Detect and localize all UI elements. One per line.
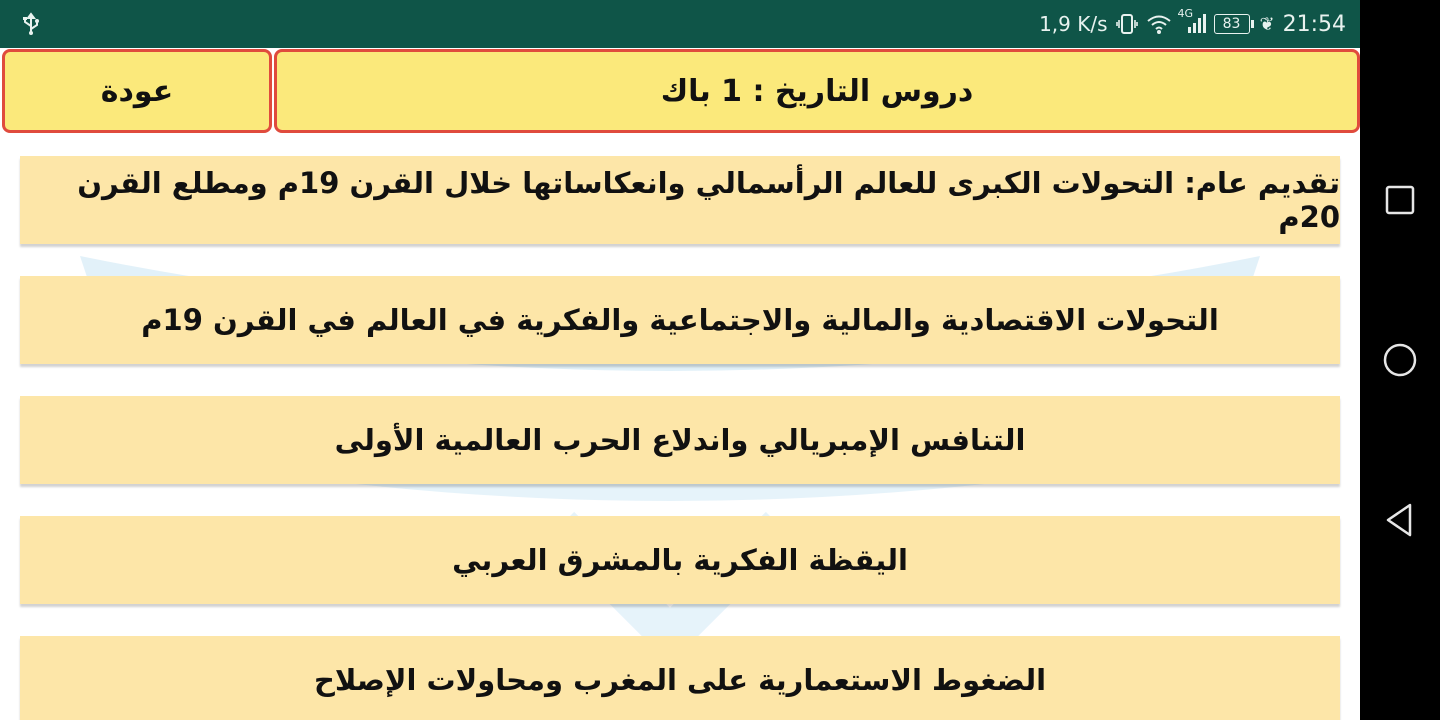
- wifi-icon: [1146, 13, 1172, 35]
- lesson-item[interactable]: التحولات الاقتصادية والمالية والاجتماعية والفكرية في العالم في القرن 19م: [20, 276, 1340, 364]
- navigation-bar: [1360, 0, 1440, 720]
- clock: 21:54: [1282, 11, 1346, 37]
- network-speed: 1,9 K/s: [1039, 12, 1108, 36]
- square-icon[interactable]: [1380, 180, 1420, 220]
- leaf-icon: ❦: [1259, 13, 1275, 35]
- network-type: 4G: [1177, 7, 1194, 20]
- back-button[interactable]: عودة: [2, 49, 272, 133]
- page-title: دروس التاريخ : 1 باك: [274, 49, 1360, 133]
- lesson-item[interactable]: الضغوط الاستعمارية على المغرب ومحاولات الإصلاح: [20, 636, 1340, 720]
- triangle-back-icon[interactable]: [1380, 500, 1420, 540]
- signal-icon: [1177, 7, 1206, 35]
- circle-icon[interactable]: [1380, 340, 1420, 380]
- usb-icon: [20, 12, 42, 36]
- vibrate-icon: [1116, 13, 1138, 35]
- lesson-item[interactable]: تقديم عام: التحولات الكبرى للعالم الرأسمالي وانعكاساتها خلال القرن 19م ومطلع القرن 20م: [20, 156, 1340, 244]
- lesson-item[interactable]: اليقظة الفكرية بالمشرق العربي: [20, 516, 1340, 604]
- status-icons: [1039, 0, 1346, 48]
- lesson-item[interactable]: التنافس الإمبريالي واندلاع الحرب العالمية الأولى: [20, 396, 1340, 484]
- lessons-list[interactable]: [0, 136, 1360, 720]
- battery-icon: 83: [1214, 14, 1250, 34]
- status-bar: [0, 0, 1360, 48]
